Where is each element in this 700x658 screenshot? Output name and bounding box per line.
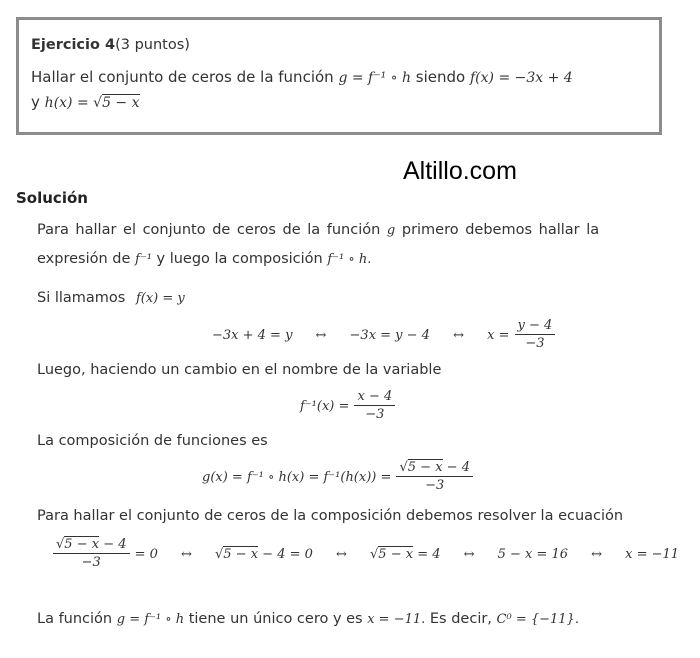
solution-paragraph-3: Si llamamos f(x) = y: [37, 290, 185, 306]
solution-paragraph-2: expresión de f⁻¹ y luego la composición f⁻¹ ∘ h.: [37, 251, 372, 267]
exercise-heading: [31, 37, 190, 53]
exercise-siendo: siendo: [415, 68, 466, 86]
h-definition: h(x) = √5 − x: [44, 95, 140, 111]
equation-inverse-solve: −3x + 4 = y ↔ −3x = y − 4 ↔ x = $\frac{y - 4}{-3}$: [212, 318, 555, 351]
exercise-text: Hallar el conjunto de ceros de la función: [31, 68, 334, 86]
exercise-y: y: [31, 93, 40, 111]
solution-paragraph-1: Para hallar el conjunto de ceros de la función g primero debemos hallar la: [37, 222, 600, 238]
solution-paragraph-6: Para hallar el conjunto de ceros de la composición debemos resolver la ecuación: [37, 508, 624, 524]
exercise-line-1: [31, 68, 573, 86]
exercise-title: Ejercicio 4: [31, 37, 116, 53]
watermark: Altillo.com: [403, 157, 517, 185]
solution-paragraph-5: La composición de funciones es: [37, 433, 268, 449]
f-definition: f(x) = −3x + 4: [470, 70, 573, 86]
composition-expr: g = f⁻¹ ∘ h: [338, 70, 412, 86]
solution-conclusion: La función g = f⁻¹ ∘ h tiene un único cero y es x = −11. Es decir, C⁰ = {−11}.: [37, 611, 579, 627]
exercise-points: (3 puntos): [115, 37, 190, 53]
equation-zeros: $\frac{√5 - x - 4}{-3}$ = 0 ↔ √5 − x − 4 = 0 ↔ √5 − x = 4 ↔ 5 − x = 16 ↔ x = −11: [53, 537, 679, 570]
exercise-line-2: [31, 93, 140, 111]
equation-inverse: f⁻¹(x) = $\frac{x - 4}{-3}$: [300, 389, 395, 422]
equation-composition: g(x) = f⁻¹ ∘ h(x) = f⁻¹(h(x)) = $\frac{√5 - x - 4}{-3}$: [202, 460, 473, 493]
solution-heading: Solución: [16, 189, 88, 207]
solution-paragraph-4: Luego, haciendo un cambio en el nombre de la variable: [37, 362, 442, 378]
